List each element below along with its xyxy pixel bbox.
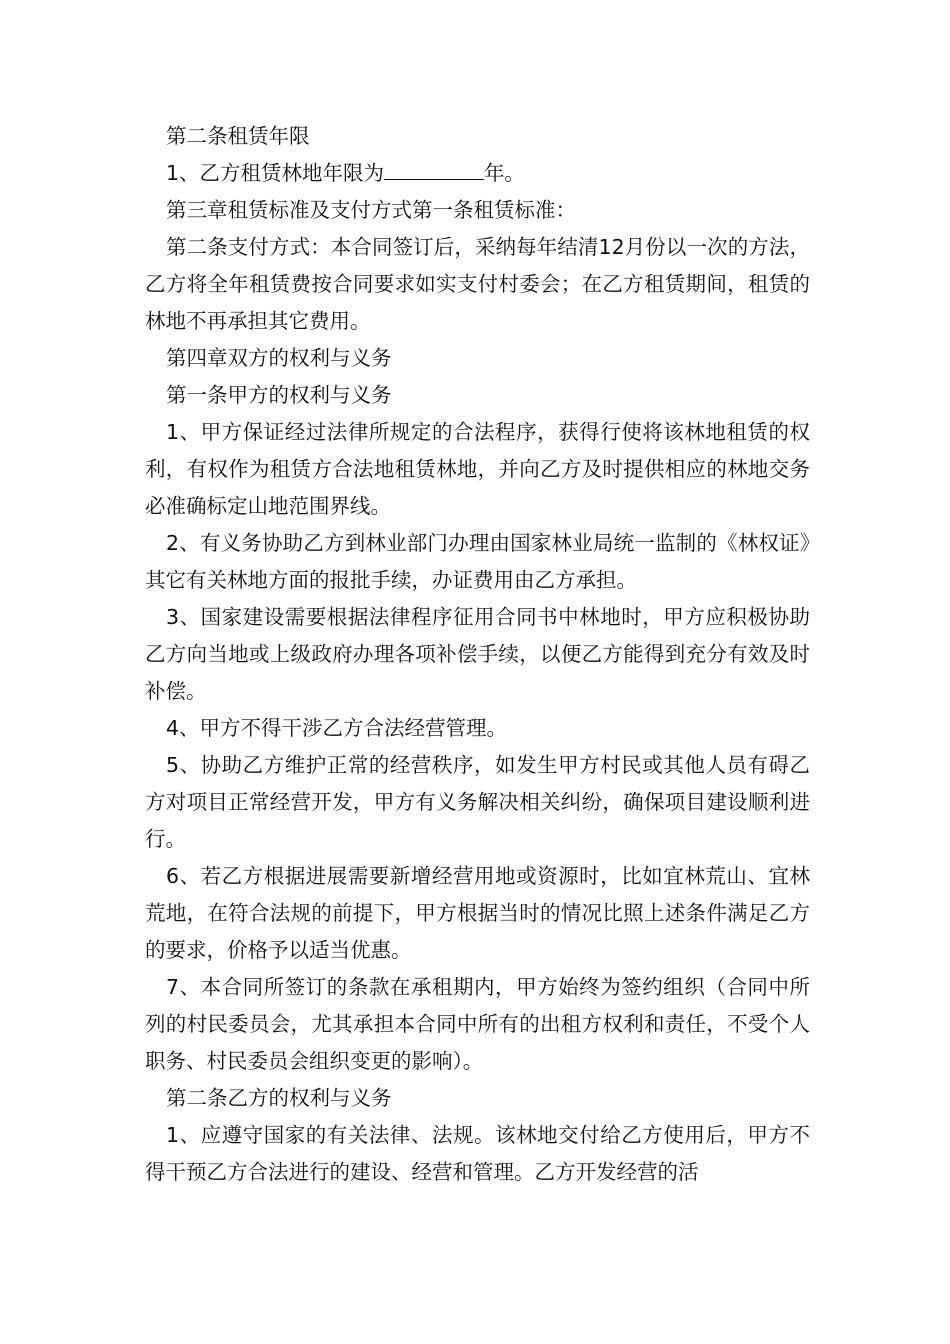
document-body [145, 118, 810, 1191]
paragraph-14: 第二条乙方的权利与义务 [166, 1086, 392, 1110]
paragraph-7: 1、甲方保证经过法律所规定的合法程序，获得行使将该林地租赁的权利，有权作为租赁方合法地租赁林地，并向乙方及时提供相应的林地交务必准确标定山地范围界线。 [145, 420, 810, 518]
paragraph-15: 1、应遵守国家的有关法律、法规。该林地交付给乙方使用后，甲方不得干预乙方合法进行的建设、经营和管理。乙方开发经营的活 [145, 1123, 810, 1184]
year-suffix: 年。 [484, 161, 526, 185]
paragraph-10: 4、甲方不得干涉乙方合法经营管理。 [166, 716, 508, 740]
paragraph-13: 7、本合同所签订的条款在承租期内，甲方始终为签约组织（合同中所列的村民委员会，尤其承担本合同中所有的出租方权利和责任，不受个人职务、村民委员会组织变更的影响）。 [145, 975, 810, 1073]
paragraph-6: 第一条甲方的权利与义务 [166, 383, 392, 407]
paragraph-2 [145, 155, 810, 192]
paragraph-12: 6、若乙方根据进展需要新增经营用地或资源时，比如宜林荒山、宜林荒地，在符合法规的前提下，甲方根据当时的情况比照上述条件满足乙方的要求，价格予以适当优惠。 [145, 864, 810, 962]
lease-years-blank [384, 159, 484, 180]
paragraph-3: 第三章租赁标准及支付方式第一条租赁标准： [166, 198, 576, 222]
paragraph-5: 第四章双方的权利与义务 [166, 346, 392, 370]
paragraph-9: 3、国家建设需要根据法律程序征用合同书中林地时，甲方应积极协助乙方向当地或上级政府办理各项补偿手续，以便乙方能得到充分有效及时补偿。 [145, 605, 810, 703]
paragraph-8: 2、有义务协助乙方到林业部门办理由国家林业局统一监制的《林权证》其它有关林地方面的报批手续，办证费用由乙方承担。 [145, 531, 810, 592]
paragraph-1: 第二条租赁年限 [166, 124, 310, 148]
paragraph-11: 5、协助乙方维护正常的经营秩序，如发生甲方村民或其他人员有碍乙方对项目正常经营开发，甲方有义务解决相关纠纷，确保项目建设顺利进行。 [145, 753, 810, 851]
lease-term-text: 1、乙方租赁林地年限为 [166, 161, 385, 185]
paragraph-4: 第二条支付方式：本合同签订后，采纳每年结清12月份以一次的方法，乙方将全年租赁费按合同要求如实支付村委会；在乙方租赁期间，租赁的林地不再承担其它费用。 [145, 235, 810, 333]
